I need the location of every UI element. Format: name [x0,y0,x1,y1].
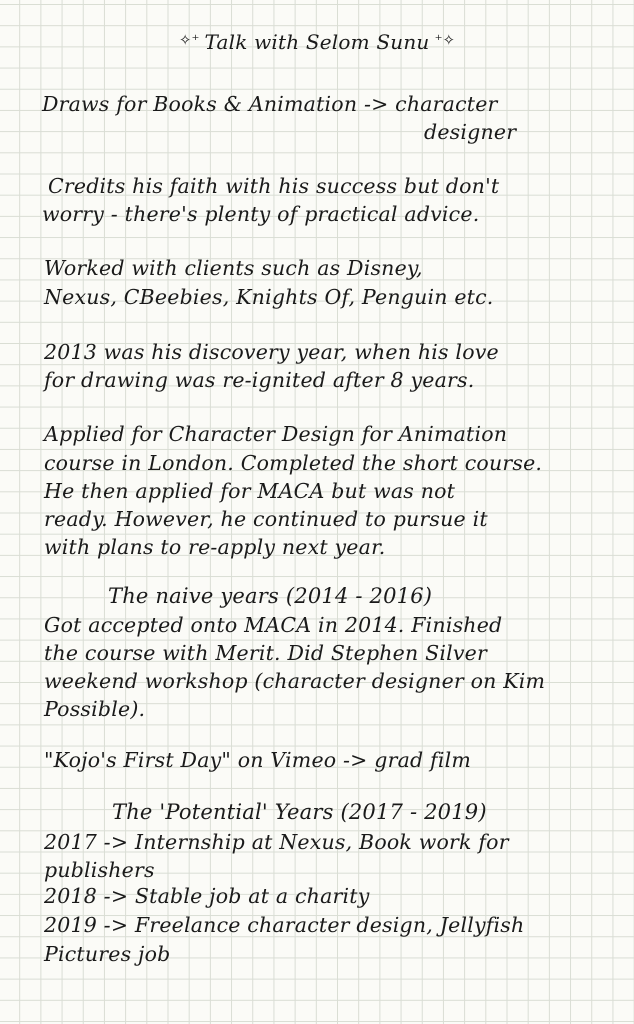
note-line: with plans to re-apply next year. [44,535,386,559]
note-line: Worked with clients such as Disney, [44,256,423,280]
note-line: the course with Merit. Did Stephen Silver [44,641,487,665]
note-line: ready. However, he continued to pursue it [44,507,488,531]
note-line: Got accepted onto MACA in 2014. Finished [44,613,503,637]
note-line: Possible). [44,697,146,721]
title-row [0,30,634,54]
note-line: weekend workshop (character designer on Kim [44,669,546,693]
note-line: worry - there's plenty of practical advice. [42,202,480,226]
page-title: Talk with Selom Sunu [204,30,430,54]
note-line: Pictures job [44,942,171,966]
note-line: publishers [44,858,155,882]
note-line: Credits his faith with his success but don't [48,174,500,198]
note-line: course in London. Completed the short course. [44,451,543,475]
note-line: He then applied for MACA but was not [44,479,456,503]
note-line: 2017 -> Internship at Nexus, Book work for [44,830,509,854]
note-line: designer [424,120,517,144]
sparkle-icon: ⁺✧ [434,31,456,49]
note-line: Nexus, CBeebies, Knights Of, Penguin etc. [44,285,494,309]
sparkle-icon: ✧⁺ [178,31,200,49]
note-line: for drawing was re-ignited after 8 years. [44,368,475,392]
note-line: 2019 -> Freelance character design, Jellyfish [44,913,525,937]
note-line: Applied for Character Design for Animation [44,422,508,446]
note-line: 2018 -> Stable job at a charity [44,884,370,908]
section-heading: The 'Potential' Years (2017 - 2019) [112,800,487,824]
note-line: 2013 was his discovery year, when his love [44,340,499,364]
section-heading: The naive years (2014 - 2016) [108,584,433,608]
note-line: "Kojo's First Day" on Vimeo -> grad film [44,748,471,772]
note-line: Draws for Books & Animation -> character [42,92,498,116]
